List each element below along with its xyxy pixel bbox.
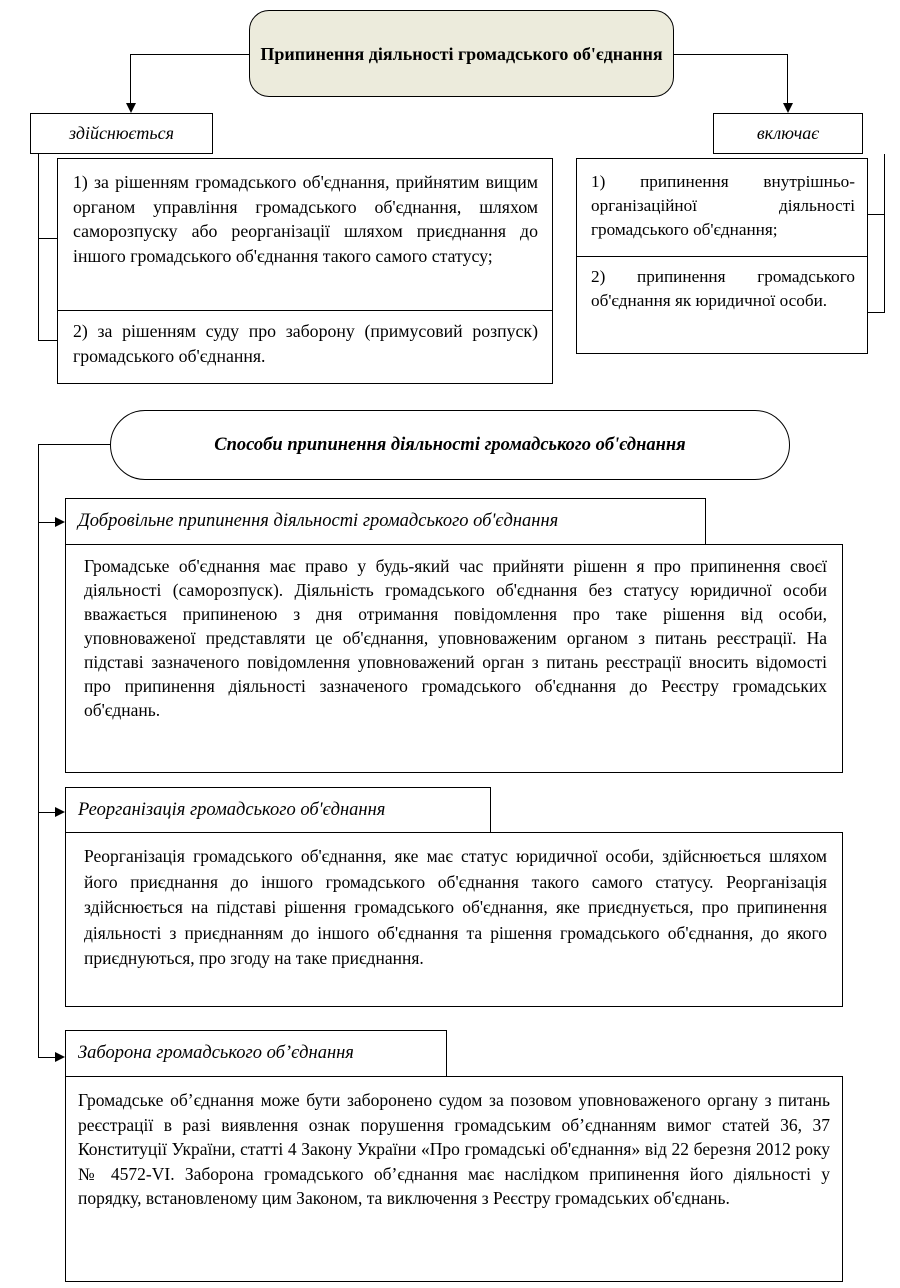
methods-title: [110, 410, 790, 480]
right-item-2: 2) припинення громадського об'єднання як юридичної особи.: [591, 267, 855, 310]
diagram-title: [249, 10, 674, 97]
section-3-heading-text: Заборона громадського об’єднання: [78, 1043, 354, 1063]
branch-1-line: [38, 522, 56, 523]
left-bracket-h1: [38, 238, 58, 239]
section-3-heading: [65, 1030, 447, 1077]
section-1-text: Громадське об'єднання має право у будь-який час прийняти рішенн я про припинення своєї діяльності (саморозпуск). Діяльність громадського об'єднання без статусу юридичної особи вважається припиненою з дня отримання повідомлення про таке рішення від особи, уповноваженої представляти це об'єднання, уповноваженим органом з питань реєстрації. На підставі зазначеного повідомлення уповноважений орган з питань реєстрації вносить відомості про припинення діяльності зазначеного громадського об'єднання до Реєстру громадських об'єднань.: [84, 556, 827, 720]
left-bracket-h2: [38, 340, 58, 341]
connector-left-v: [130, 54, 131, 104]
right-bracket-h1: [868, 214, 885, 215]
section-2-heading: [65, 787, 491, 833]
right-bracket-v: [884, 154, 885, 312]
label-vkliuchaie: [713, 113, 863, 154]
methods-title-text: Способи припинення діяльності громадського об'єднання: [214, 434, 686, 455]
left-items-box: [57, 158, 553, 384]
left-item-2: 2) за рішенням суду про заборону (примусовий розпуск) громадського об'єднання.: [73, 321, 538, 366]
section-1-heading-text: Добровільне припинення діяльності громадського об'єднання: [78, 511, 559, 531]
section-3-text: Громадське об’єднання може бути заборонено судом за позовом уповноваженого органу з питань реєстрації в разі виявлення ознак порушення громадським об’єднанням вимог статей 36, 37 Конституції України, статті 4 Закону України «Про громадські об'єднання» від 22 березня 2012 року № 4572-VI. Заборона громадського об’єднання має наслідком припинення його діяльності у порядку, встановленому цим Законом, та виключення з Реєстру громадських об'єднань.: [78, 1090, 830, 1208]
right-item-1: 1) припинення внутрішньо-організаційної діяльності громадського об'єднання;: [591, 172, 855, 239]
arrow-right-2-icon: [55, 807, 65, 817]
connector-right-h: [674, 54, 788, 55]
arrow-down-right-icon: [783, 103, 793, 113]
right-items-box: [576, 158, 868, 354]
section-2-text: Реорганізація громадського об'єднання, яке має статус юридичної особи, здійснюється шляхом його приєднання до іншого громадського об'єднання такого самого статусу. Реорганізація здійснюється на підставі рішення громадського об'єднання, яке приєднується, про припинення діяльності з приєднанням до іншого об'єднання та рішення громадського об'єднання, до якого приєднуються, про згоду на таке приєднання.: [84, 846, 827, 968]
right-bracket-h2: [868, 312, 885, 313]
section-1-heading: [65, 498, 706, 545]
section-2-body: [65, 832, 843, 1007]
left-item-1: 1) за рішенням громадського об'єднання, прийнятим вищим органом управління громадського об'єднання, шляхом саморозпуску або реорганізації шляхом приєднання до іншого громадського об'єднання такого самого статусу;: [73, 172, 538, 266]
section-2-heading-text: Реорганізація громадського об'єднання: [78, 799, 386, 820]
arrow-down-left-icon: [126, 103, 136, 113]
right-items-divider: [577, 256, 867, 257]
connector-left-h: [130, 54, 249, 55]
label-vkliuchaie-text: включає: [756, 123, 820, 143]
left-items-divider: [58, 310, 552, 311]
methods-spine-v: [38, 444, 39, 1058]
diagram-title-text: Припинення діяльності громадського об'єднання: [260, 43, 663, 64]
left-bracket-v: [38, 154, 39, 340]
section-3-body: [65, 1076, 843, 1282]
branch-2-line: [38, 812, 56, 813]
label-zdiisniuietsia: [30, 113, 213, 154]
arrow-right-1-icon: [55, 517, 65, 527]
arrow-right-3-icon: [55, 1052, 65, 1062]
methods-spine-h: [38, 444, 110, 445]
connector-right-v: [787, 54, 788, 104]
section-1-body: [65, 544, 843, 773]
branch-3-line: [38, 1057, 56, 1058]
label-zdiisniuietsia-text: здійснюється: [69, 123, 174, 143]
